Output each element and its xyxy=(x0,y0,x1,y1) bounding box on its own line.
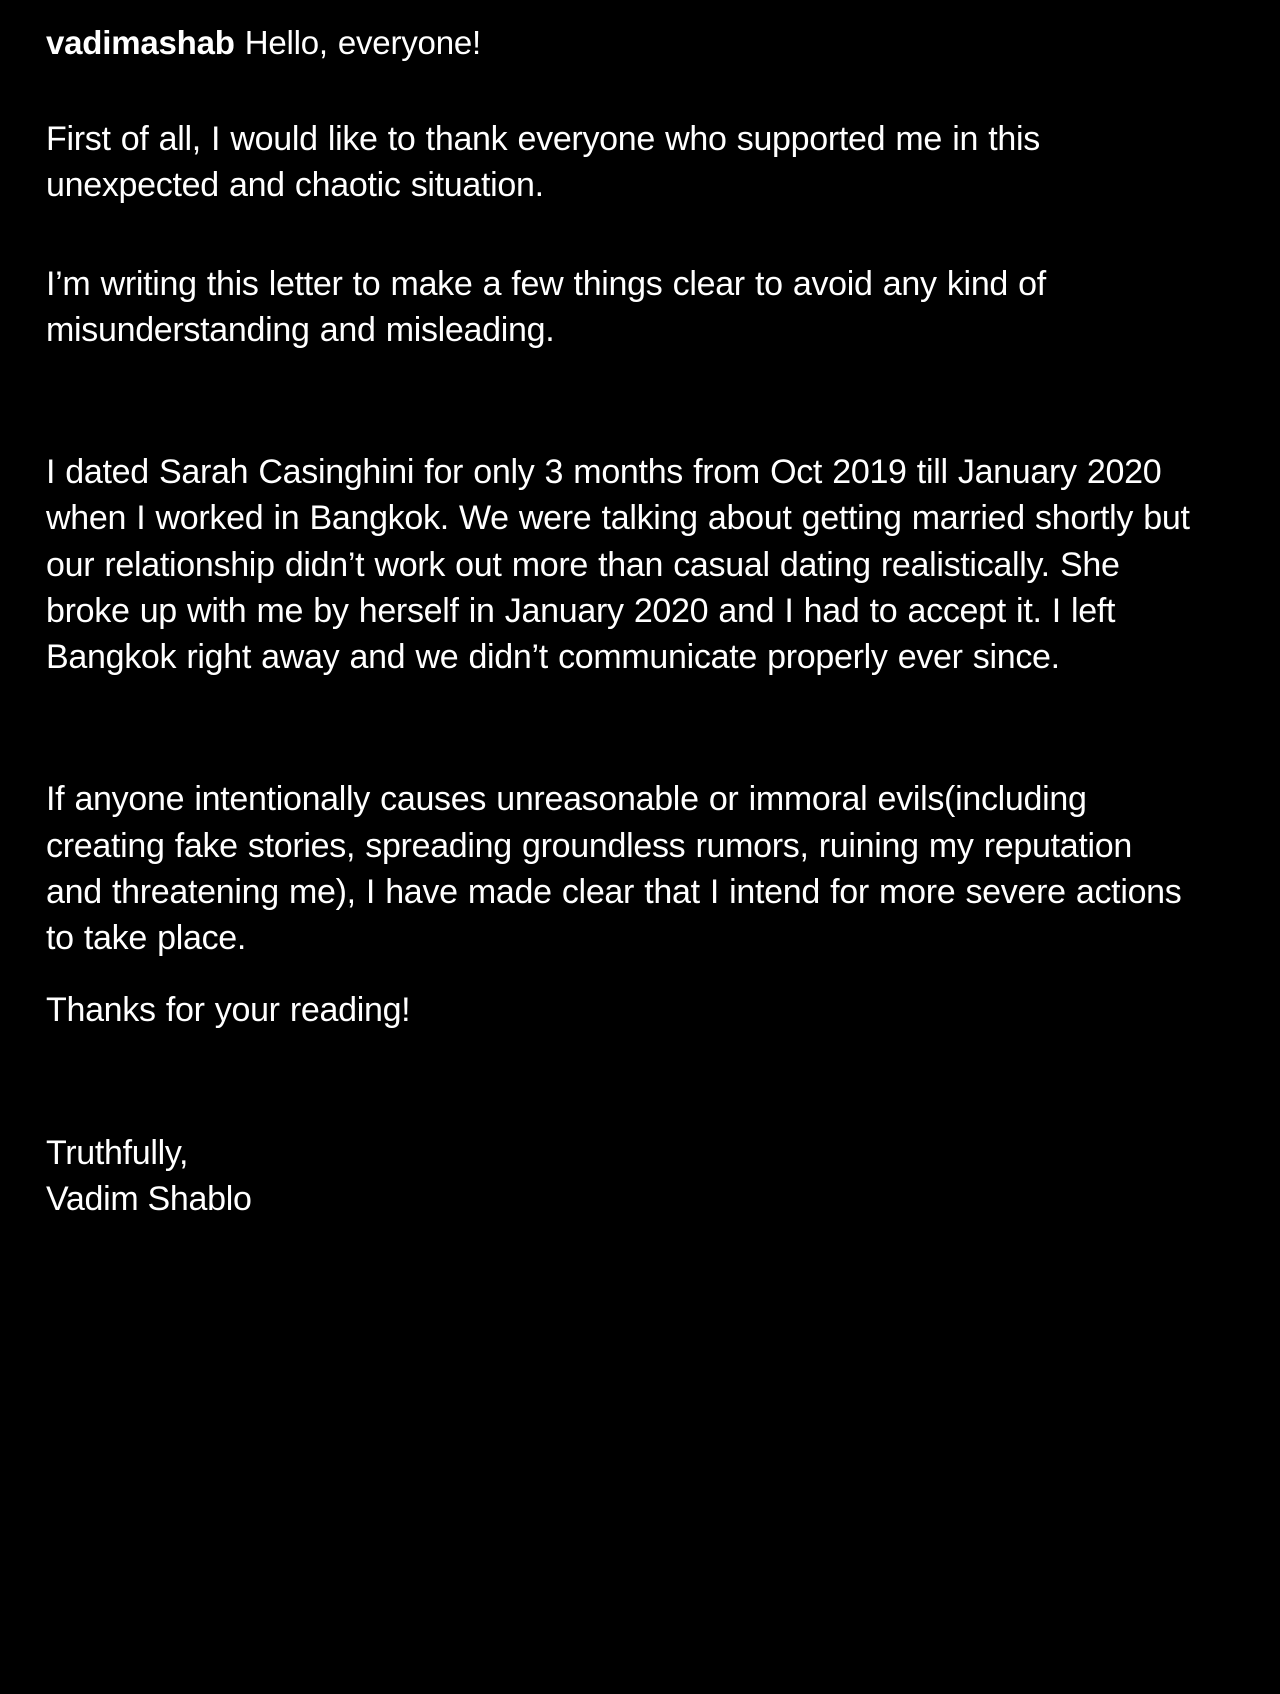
caption-paragraph-5: Thanks for your reading! xyxy=(46,991,411,1030)
signoff-text: Truthfully, xyxy=(46,1133,189,1172)
caption-paragraph-3: I dated Sarah Casinghini for only 3 months from Oct 2019 till January 2020 when I worked in Bangkok. We were talking about getting married shortly but our relationship didn’t work out more than casual dating realistically. She broke up with me by herself in January 2020 and I had to accept it. I left Bangkok right away and we didn’t communicate properly ever since. xyxy=(46,453,1190,677)
caption-paragraph-1: First of all, I would like to thank everyone who supported me in this unexpected and chaotic situation. xyxy=(46,120,1040,205)
greeting-text: Hello, everyone! xyxy=(244,24,481,61)
caption-first-line xyxy=(46,22,1190,64)
username-label[interactable]: vadimashab xyxy=(46,24,235,61)
caption-paragraph-2: I’m writing this letter to make a few things clear to avoid any kind of misunderstanding and misleading. xyxy=(46,264,1046,349)
signature-name: Vadim Shablo xyxy=(46,1179,252,1218)
signature-block xyxy=(46,1130,1190,1222)
caption-paragraph-4: If anyone intentionally causes unreasonable or immoral evils(including creating fake stories, spreading groundless rumors, ruining my reputation and threatening me), I have made clear that I intend for more severe actions to take place. xyxy=(46,780,1182,958)
